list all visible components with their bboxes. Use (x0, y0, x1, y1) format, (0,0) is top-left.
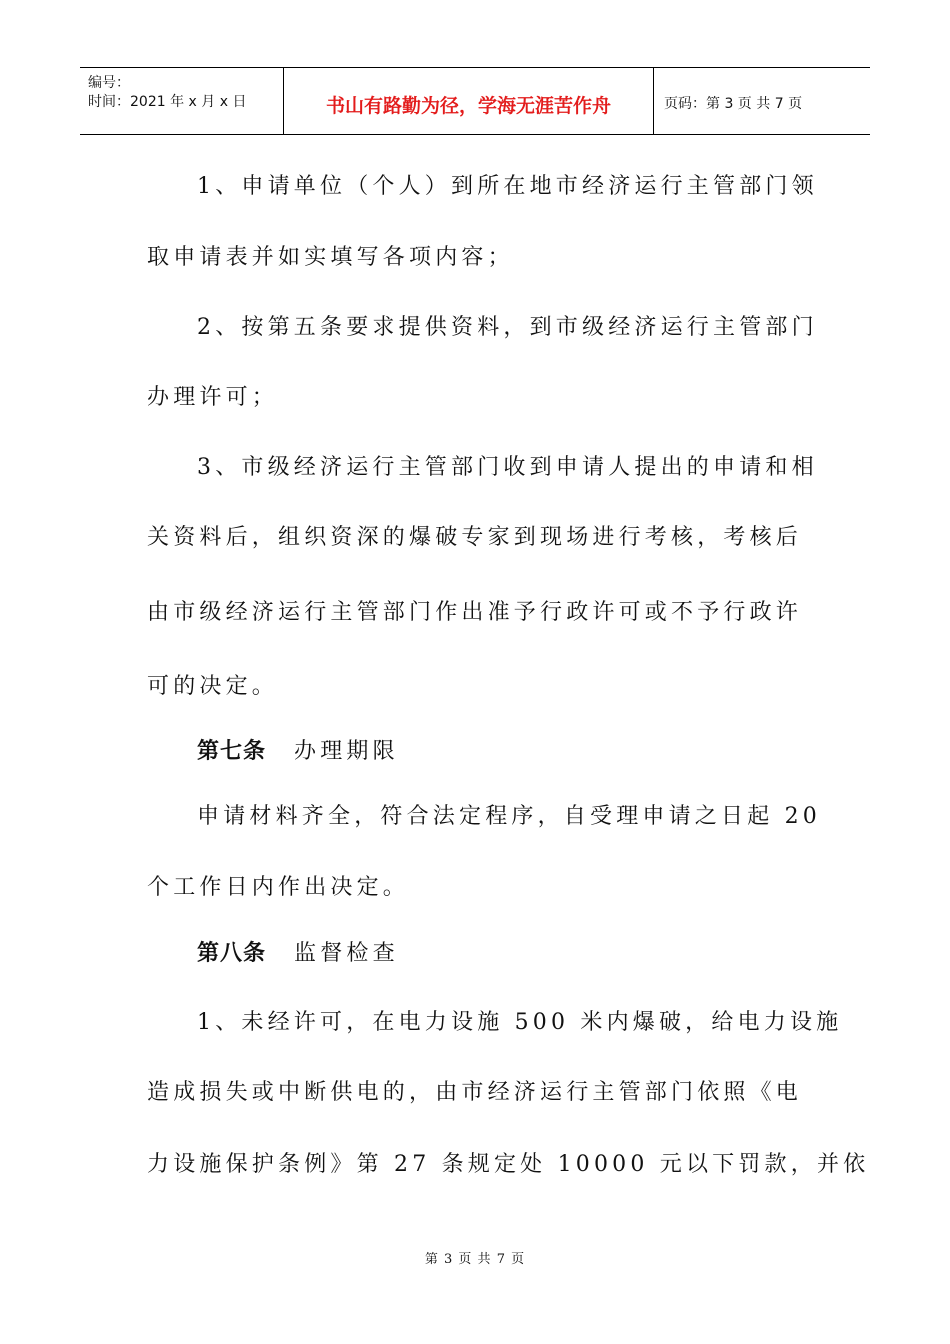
time-label: 时间：2021 年 x 月 x 日 (88, 94, 247, 110)
paragraph-line: 力设施保护条例》第 27 条规定处 10000 元以下罚款，并依 (147, 1152, 870, 1177)
article-title: 监督检查 (294, 941, 399, 966)
number-label: 编号： (88, 75, 130, 91)
paragraph-line: 个工作日内作出决定。 (147, 875, 410, 900)
paragraph-line: 办理许可； (147, 385, 279, 410)
document-header (80, 67, 870, 135)
article-label: 第八条 (197, 941, 267, 966)
paragraph-line: 造成损失或中断供电的，由市经济运行主管部门依照《电 (147, 1080, 803, 1105)
paragraph-line: 关资料后，组织资深的爆破专家到现场进行考核，考核后 (147, 525, 803, 550)
paragraph-line: 1、未经许可，在电力设施 500 米内爆破，给电力设施 (197, 1010, 843, 1035)
article-label: 第七条 (197, 739, 267, 764)
paragraph-line: 3、市级经济运行主管部门收到申请人提出的申请和相 (197, 455, 818, 480)
article-title: 办理期限 (294, 739, 399, 764)
paragraph-line: 取申请表并如实填写各项内容； (147, 245, 514, 270)
paragraph-line: 由市级经济运行主管部门作出准予行政许可或不予行政许 (147, 600, 803, 625)
article-heading (197, 939, 399, 969)
header-motto-cell (284, 68, 654, 134)
paragraph-line: 2、按第五条要求提供资料，到市级经济运行主管部门 (197, 315, 818, 340)
paragraph-line: 申请材料齐全，符合法定程序，自受理申请之日起 20 (197, 804, 821, 829)
paragraph-line: 1、申请单位（个人）到所在地市经济运行主管部门领 (197, 174, 818, 199)
paragraph-line: 可的决定。 (147, 674, 279, 699)
page-info: 页码：第 3 页 共 7 页 (664, 96, 803, 112)
page-footer: 第 3 页 共 7 页 (424, 1252, 526, 1267)
header-page-cell (654, 68, 870, 134)
header-meta-cell (80, 68, 284, 134)
motto-text: 书山有路勤为径，学海无涯苦作舟 (325, 94, 611, 117)
article-heading (197, 737, 399, 767)
